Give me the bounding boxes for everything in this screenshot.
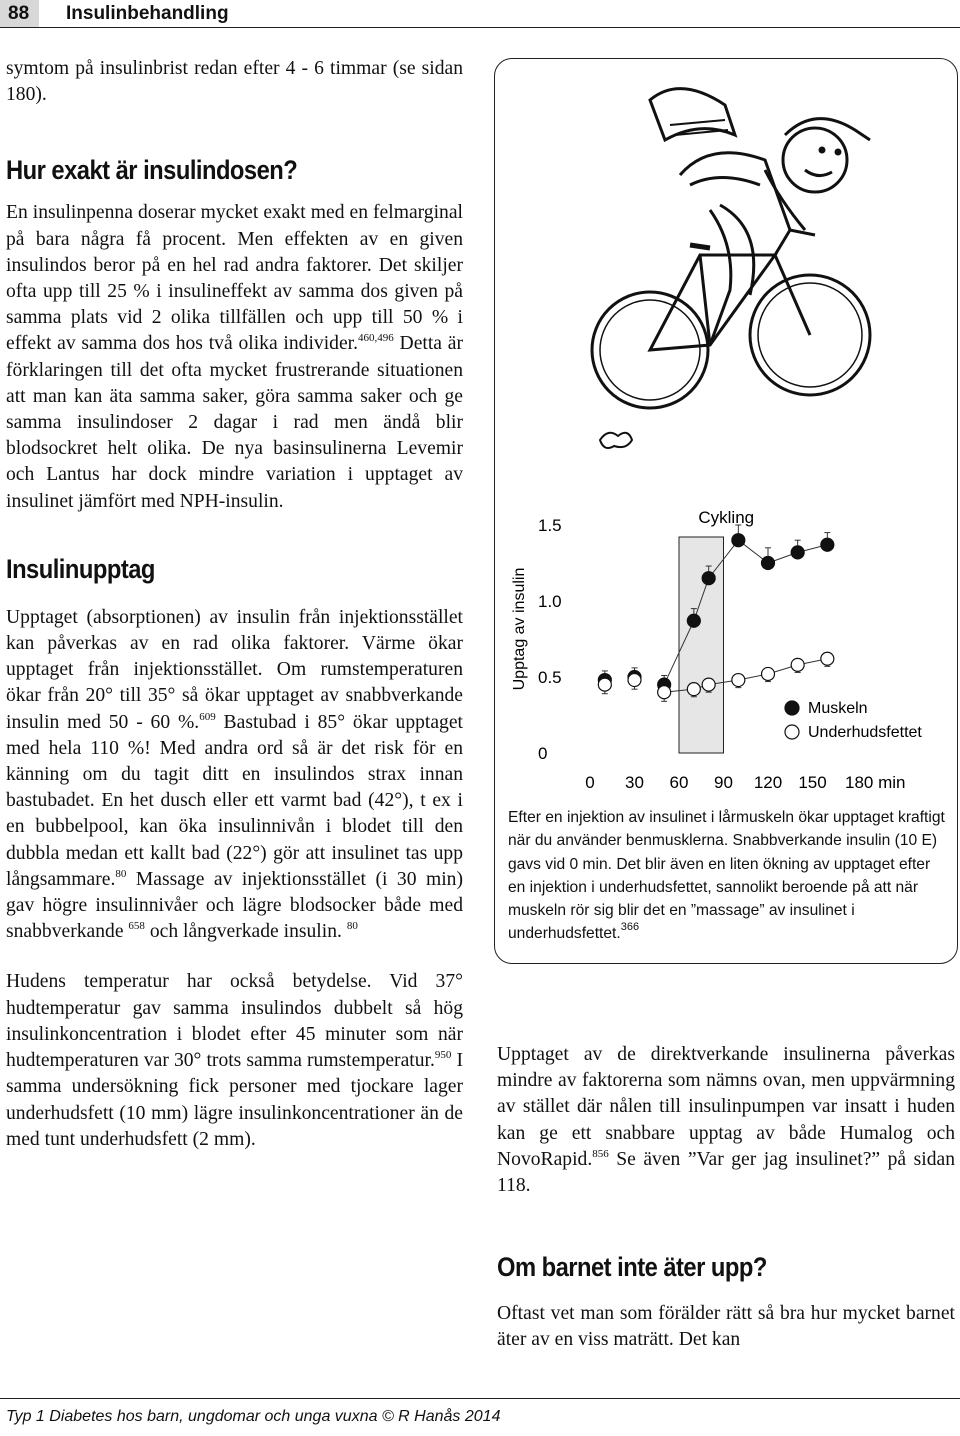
data-point xyxy=(702,572,715,585)
data-point xyxy=(762,557,775,570)
y-tick-label: 1.5 xyxy=(538,516,562,535)
data-point xyxy=(687,614,700,627)
data-point xyxy=(821,538,834,551)
x-tick-label: 120 xyxy=(753,773,783,792)
paragraph: symtom på insulinbrist redan efter 4 - 6 timmar (se sidan 180). xyxy=(6,58,463,106)
data-point xyxy=(791,658,804,671)
heading-insulin-dose: Hur exakt är insulindosen? xyxy=(6,155,298,186)
paragraph: Upptaget (absorptionen) av insulin från injektionsstället kan påverkas av en rad olika faktorer. Värme ökar upptaget från injektionsstället. Om rumstemperaturen ökar från 20° till 35° så ökar upptaget av snabbverkande insulin med 50 - 60 %.$^{609}$ Bastubad i 85° ökar upptaget med hela 110 %! Med andra ord så är det risk för en känning om du tagit ditt en insulindos strax innan bastubadet. En het dusch eller ett varmt bad (42°), t ex i en bubbelpool, kan öka insulinnivån i blodet till den dubbla medan ett kallt bad (22°) gör att insulinet tas upp långsammare.$^{80}$ Massage av injektionsstället (i 30 min) gav högre insulinnivåer och lägre blodsocker både med snabbverkande $^{658}$ och långverkade insulin. $^{80}$ xyxy=(6,606,463,943)
paragraph: Hudens temperatur har också betydelse. Vid 37° hudtemperatur gav samma insulindos dubbelt så hög insulinkoncentration i blodet efter 45 minuter som när hudtemperaturen var 30° trots samma rumstemperatur.$^{950}$ I samma undersökning fick personer med tjockare lager underhudsfett (10 mm) lägre insulinkoncentrationer än de med tunt underhudsfett (2 mm). xyxy=(6,971,463,1150)
x-tick-label: 60 xyxy=(669,773,689,792)
page-number: 88 xyxy=(0,0,39,28)
data-point xyxy=(598,678,611,691)
data-point xyxy=(821,652,834,665)
reference: 80 xyxy=(115,867,127,880)
header-rule xyxy=(0,27,960,28)
data-point xyxy=(658,686,671,699)
reference: 856 xyxy=(592,1147,609,1160)
reference: 658 xyxy=(128,920,145,933)
cyclist-illustration xyxy=(560,80,890,460)
legend-marker xyxy=(785,701,799,715)
data-point xyxy=(687,683,700,696)
cycling-label: Cykling xyxy=(698,508,755,527)
cycling-region xyxy=(679,537,724,753)
x-tick-label: 150 xyxy=(798,773,827,792)
y-tick-label: 0 xyxy=(538,744,548,763)
reference: 609 xyxy=(199,710,216,723)
footer-text: Typ 1 Diabetes hos barn, ungdomar och unga vuxna © R Hanås 2014 xyxy=(6,1408,501,1425)
heading-insulin-uptake: Insulinupptag xyxy=(6,553,155,584)
right-column xyxy=(497,1042,955,1354)
data-point xyxy=(791,546,804,559)
page-footer xyxy=(0,1398,960,1425)
section-title: Insulinbehandling xyxy=(66,3,229,24)
paragraph: Oftast vet man som förälder rätt så bra hur mycket barnet äter av en viss maträtt. Det kan xyxy=(497,1303,955,1351)
y-tick-label: 0.5 xyxy=(538,668,562,687)
y-axis-label: Upptag av insulin xyxy=(511,567,528,691)
reference: 460,496 xyxy=(358,332,394,345)
paragraph: En insulinpenna doserar mycket exakt med en felmarginal på bara några få procent. Men effekten av en given insulindos beror på en hel rad andra faktorer. Det skiljer ofta upp till 25 % i insulineffekt av samma dos given på samma plats vid 2 olika tillfällen och upp till 50 % i effekt av samma dos hos två olika individer.$^{460,496}$ Detta är förklaringen till det ofta mycket frustrerande situationen att man kan äta samma saker, göra samma saker och ge samma insulindoser 2 dagar i rad men ändå blir blodsockret helt olika. De nya basinsulinerna Levemir och Lantus har dock mindre variation i upptaget av insulinet jämfört med NPH-insulin. xyxy=(6,202,463,512)
heading-child-not-eating: Om barnet inte äter upp? xyxy=(497,1252,767,1283)
legend-marker xyxy=(785,725,799,739)
x-tick-label: 0 xyxy=(585,773,595,792)
reference: 80 xyxy=(346,920,358,933)
x-tick-label: 30 xyxy=(625,773,644,792)
x-tick-label: 90 xyxy=(714,773,733,792)
data-point xyxy=(702,678,715,691)
paragraph: Upptaget av de direktverkande insulinerna påverkas mindre av faktorerna som nämns ovan, men uppvärmning av stället där nålen till insulinpumpen var insatt i huden kan ge ett snabbare upptag av både Humalog och NovoRapid.$^{856}$ Se även ”Var ger jag insulinet?” på sidan 118. xyxy=(497,1044,955,1197)
data-point xyxy=(628,674,641,687)
left-column xyxy=(6,56,463,1153)
footer-rule xyxy=(0,1398,960,1399)
reference: 366 xyxy=(620,921,640,934)
data-point xyxy=(762,667,775,680)
page-header xyxy=(0,0,960,28)
x-tick-label: 180 min xyxy=(845,773,906,792)
insulin-uptake-chart xyxy=(500,495,955,800)
reference: 950 xyxy=(434,1049,452,1062)
data-point xyxy=(732,534,745,547)
figure-caption: Efter en injektion av insulinet i lårmuskeln ökar upptaget kraftigt när du använder benmusklerna. Snabbverkande insulin (10 E) gavs vid 0 min. Det blir även en liten ökning av upptaget efter en injektion i underhudsfettet, sannolikt beroende på att när muskeln rör sig blir det en ”massage” av insulinet i underhudsfettet.$^{366}$ xyxy=(508,809,945,943)
data-point xyxy=(732,674,745,687)
legend-label: Muskeln xyxy=(808,700,868,717)
y-tick-label: 1.0 xyxy=(538,592,562,611)
legend-label: Underhudsfettet xyxy=(808,724,922,741)
